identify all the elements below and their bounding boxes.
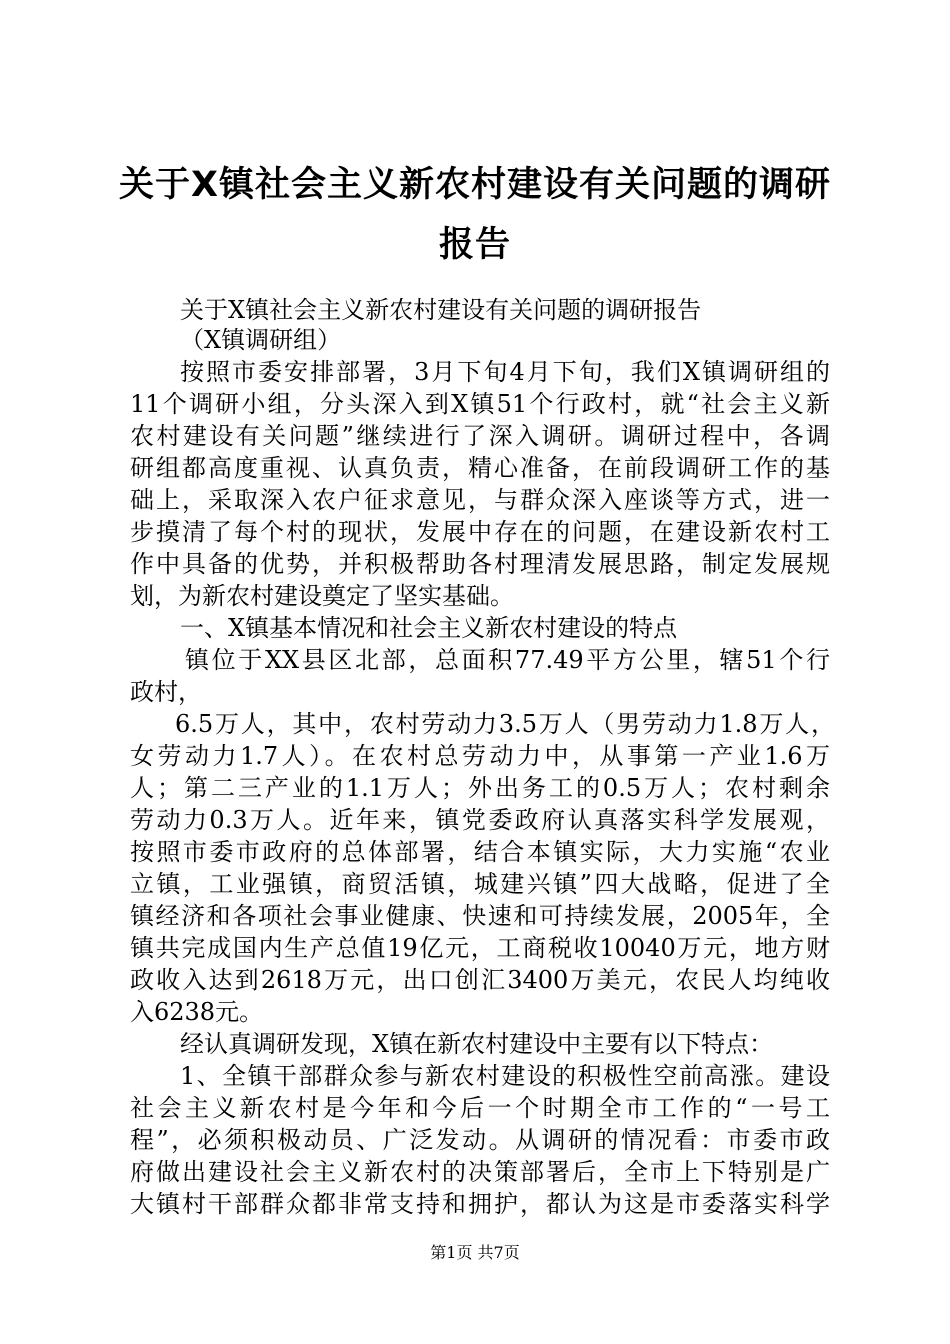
paragraph-line: 6.5万人，其中，农村劳动力3.5万人（男劳动力1.8万人， (175, 710, 835, 738)
paragraph-line: 社会主义新农村是今年和今后一个时期全市工作的“一号工 (130, 1094, 830, 1122)
document-title-line-1: 关于X镇社会主义新农村建设有关问题的调研 (119, 165, 831, 205)
paragraph-line: 作中具备的优势，并积极帮助各村理清发展思路，制定发展规 (130, 550, 830, 578)
paragraph-line: 政收入达到2618万元，出口创汇3400万美元，农民人均纯收 (130, 966, 830, 994)
page-footer: 第1页 共7页 (430, 1243, 520, 1262)
paragraph-line: 镇经济和各项社会事业健康、快速和可持续发展，2005年，全 (130, 902, 830, 930)
paragraph-line: 政村， (130, 678, 202, 706)
paragraph-line: 大镇村干部群众都非常支持和拥护，都认为这是市委落实科学 (130, 1190, 830, 1218)
paragraph-line: 人；第二三产业的1.1万人；外出务工的0.5万人；农村剩余 (130, 774, 830, 802)
paragraph-line: 经认真调研发现，X镇在新农村建设中主要有以下特点： (180, 1030, 774, 1058)
paragraph-line: 立镇，工业强镇，商贸活镇，城建兴镇”四大战略，促进了全 (130, 870, 830, 898)
paragraph-line: 础上，采取深入农户征求意见，与群众深入座谈等方式，进一 (130, 486, 830, 514)
paragraph-line: 划，为新农村建设奠定了坚实基础。 (130, 582, 514, 610)
paragraph-line: 研组都高度重视、认真负责，精心准备，在前段调研工作的基 (130, 454, 830, 482)
paragraph-line: 镇位于XX县区北部，总面积77.49平方公里，辖51个行 (185, 646, 830, 674)
paragraph-line: 1、全镇干部群众参与新农村建设的积极性空前高涨。建设 (180, 1062, 830, 1090)
paragraph-line: 步摸清了每个村的现状，发展中存在的问题，在建设新农村工 (130, 518, 830, 546)
subtitle: 关于X镇社会主义新农村建设有关问题的调研报告 (180, 296, 702, 324)
paragraph-line: 程”，必须积极动员、广泛发动。从调研的情况看：市委市政 (130, 1126, 830, 1154)
paragraph-line: 镇共完成国内生产总值19亿元，工商税收10040万元，地方财 (130, 934, 830, 962)
paragraph-line: 按照市委安排部署，3月下旬4月下旬，我们X镇调研组的 (180, 358, 830, 386)
paragraph-line: 农村建设有关问题”继续进行了深入调研。调研过程中，各调 (130, 422, 830, 450)
paragraph-line: 入6238元。 (130, 998, 264, 1026)
document-title-line-2: 报告 (438, 225, 511, 265)
paragraph-line: 劳动力0.3万人。近年来，镇党委政府认真落实科学发展观， (130, 806, 830, 834)
author-line: （X镇调研组） (180, 326, 342, 354)
paragraph-line: 11个调研小组，分头深入到X镇51个行政村，就“社会主义新 (130, 390, 830, 418)
paragraph-line: 府做出建设社会主义新农村的决策部署后，全市上下特别是广 (130, 1158, 830, 1186)
section-heading: 一、X镇基本情况和社会主义新农村建设的特点 (180, 614, 678, 642)
paragraph-line: 女劳动力1.7人）。在农村总劳动力中，从事第一产业1.6万 (130, 742, 830, 770)
paragraph-line: 按照市委市政府的总体部署，结合本镇实际，大力实施“农业 (130, 838, 830, 866)
